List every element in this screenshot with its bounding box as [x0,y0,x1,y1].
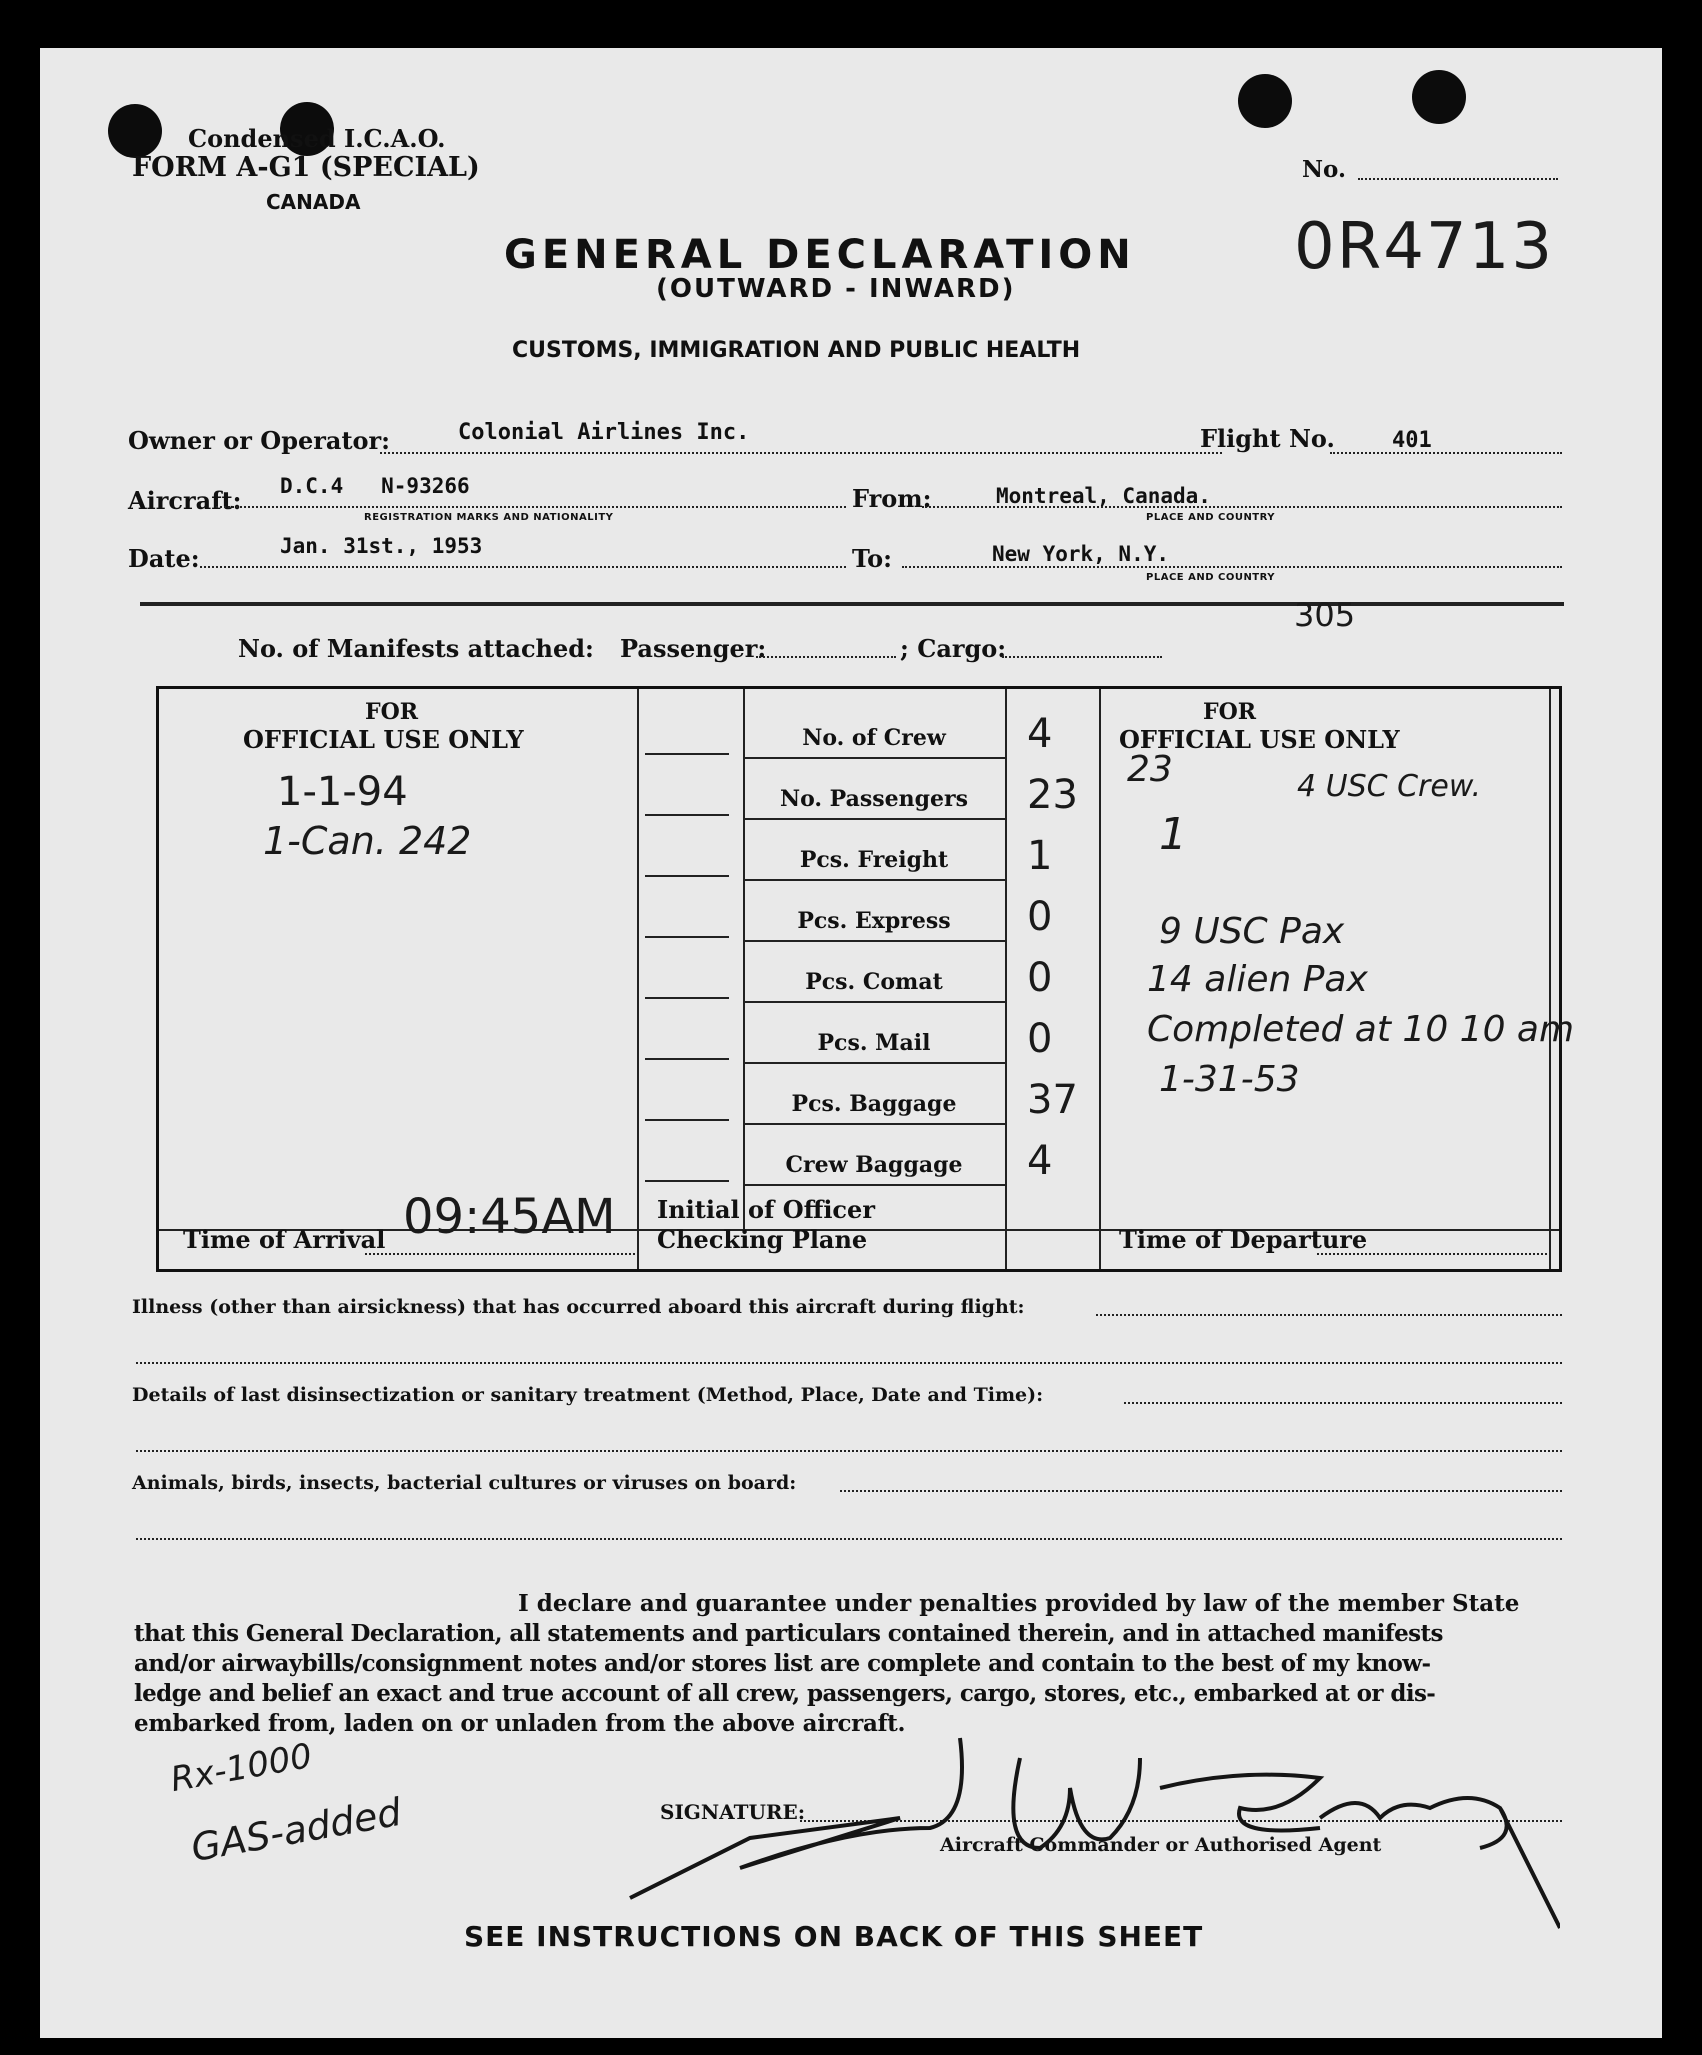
right-handwritten-note: 1-31-53 [1159,1059,1300,1100]
flight-label: Flight No. [1200,424,1335,453]
no-label: No. [1302,156,1346,183]
registration-caption: REGISTRATION MARKS AND NATIONALITY [364,512,614,523]
page-subtitle: (OUTWARD - INWARD) [656,274,1016,304]
to-field [902,566,1562,568]
table-row-label: Pcs. Express [797,908,951,934]
handwritten-305: 305 [1294,596,1356,634]
table-row-value: 4 [1027,1138,1053,1184]
form-sheet [40,48,1662,2038]
disinsect-question: Details of last disinsectization or sanitary treatment (Method, Place, Date and Time): [132,1384,1044,1406]
table-row-label: Crew Baggage [785,1152,963,1178]
table-row-label: Pcs. Comat [805,969,943,995]
no-field [1358,178,1558,180]
table-row-value: 0 [1027,894,1053,940]
cargo-table [156,686,1575,1272]
handwritten-note-rx: Rx-1000 [167,1735,315,1801]
from-value: Montreal, Canada. [996,484,1211,508]
aircraft-label: Aircraft: [128,486,242,515]
to-value: New York, N.Y. [992,542,1170,566]
initial-officer-label-1: Initial of Officer [657,1195,875,1224]
punch-hole [1238,74,1292,128]
declaration-line-1: I declare and guarantee under penalties provided by law of the member State [518,1590,1520,1617]
flight-value: 401 [1392,428,1432,453]
owner-label: Owner or Operator: [128,426,391,455]
table-row-value: 1 [1027,833,1053,879]
animals-field-2 [136,1538,1562,1540]
left-handwritten-note-2: 1-Can. 242 [263,819,472,863]
illness-question: Illness (other than airsickness) that has occurred aboard this aircraft during flight: [132,1296,1025,1318]
time-arrival-label: Time of Arrival [183,1225,386,1254]
disinsect-field-2 [136,1450,1562,1452]
passenger-manifest-label: Passenger: [620,634,767,663]
signature-caption: Aircraft Commander or Authorised Agent [940,1834,1382,1856]
right-handwritten-note: 4 USC Crew. [1297,769,1481,804]
right-handwritten-note: 9 USC Pax [1159,911,1345,952]
right-handwritten-note: 14 alien Pax [1147,959,1368,1000]
declaration-line-2: that this General Declaration, all statements and particulars contained therein, and in attached manifests [134,1620,1443,1647]
disinsect-field [1124,1402,1562,1404]
form-number: FORM A-G1 (SPECIAL) [132,152,480,183]
illness-field [1096,1314,1562,1316]
punch-hole [1412,70,1466,124]
table-row-label: Pcs. Baggage [791,1091,957,1117]
table-row-value: 0 [1027,955,1053,1001]
right-handwritten-note: 1 [1159,809,1187,860]
flight-field [1330,452,1562,454]
date-value: Jan. 31st., 1953 [280,534,483,558]
left-official-header-1: FOR [365,699,419,725]
table-row-label: No. Passengers [779,786,969,812]
to-label: To: [852,544,892,573]
table-row-value: 0 [1027,1016,1053,1062]
from-field [922,506,1562,508]
declaration-line-5: embarked from, laden on or unladen from the above aircraft. [134,1710,906,1737]
table-row-label: No. of Crew [802,725,946,751]
page-title: GENERAL DECLARATION [504,232,1136,278]
passenger-manifest-field [756,656,896,658]
from-label: From: [852,484,932,513]
date-field [200,566,846,568]
page-subtitle-2: CUSTOMS, IMMIGRATION AND PUBLIC HEALTH [512,338,1081,363]
table-row-label: Pcs. Freight [799,847,949,873]
left-handwritten-note-1: 1-1-94 [277,769,408,815]
instructions-footer: SEE INSTRUCTIONS ON BACK OF THIS SHEET [464,1920,1204,1953]
table-row-label: Pcs. Mail [817,1030,931,1056]
declaration-line-4: ledge and belief an exact and true account of all crew, passengers, cargo, stores, etc., embarked at or dis- [134,1680,1436,1707]
aircraft-value: D.C.4 N-93266 [280,474,470,498]
handwritten-note-gas: GAS-added [187,1789,405,1871]
date-label: Date: [128,544,200,573]
punch-hole [108,104,162,158]
left-official-header-2: OFFICIAL USE ONLY [243,725,524,754]
declaration-line-3: and/or airwaybills/consignment notes and/or stores list are complete and contain to the best of my know- [134,1650,1431,1677]
manifests-label: No. of Manifests attached: [238,634,594,663]
time-arrival-field [365,1253,635,1255]
handwritten-stamp-number: 0R4713 [1294,210,1555,284]
right-handwritten-note: Completed at 10 10 am [1147,1009,1575,1050]
owner-value: Colonial Airlines Inc. [458,420,750,445]
right-official-header-2: OFFICIAL USE ONLY [1119,725,1400,754]
illness-field-2 [136,1362,1562,1364]
right-official-header-1: FOR [1203,699,1257,725]
to-place-caption: PLACE AND COUNTRY [1146,572,1276,583]
time-departure-field [1317,1253,1547,1255]
condensed-label: Condensed I.C.A.O. [188,124,446,153]
aircraft-field [216,506,846,508]
handwritten-signature [600,1698,1560,1938]
animals-question: Animals, birds, insects, bacterial cultures or viruses on board: [132,1472,797,1494]
owner-field [380,452,1222,454]
initial-officer-label-2: Checking Plane [657,1225,868,1254]
time-departure-label: Time of Departure [1119,1225,1368,1254]
signature-label: SIGNATURE: [660,1800,806,1824]
from-place-caption: PLACE AND COUNTRY [1146,512,1276,523]
cargo-manifest-field [1002,656,1162,658]
right-handwritten-note: 23 [1127,749,1173,790]
cargo-manifest-label: ; Cargo: [900,634,1007,663]
table-row-value: 37 [1027,1077,1078,1123]
animals-field [840,1490,1562,1492]
time-arrival-value: 09:45AM [403,1189,616,1245]
country-label: CANADA [266,190,361,214]
table-row-value: 4 [1027,711,1053,757]
table-row-value: 23 [1027,772,1078,818]
